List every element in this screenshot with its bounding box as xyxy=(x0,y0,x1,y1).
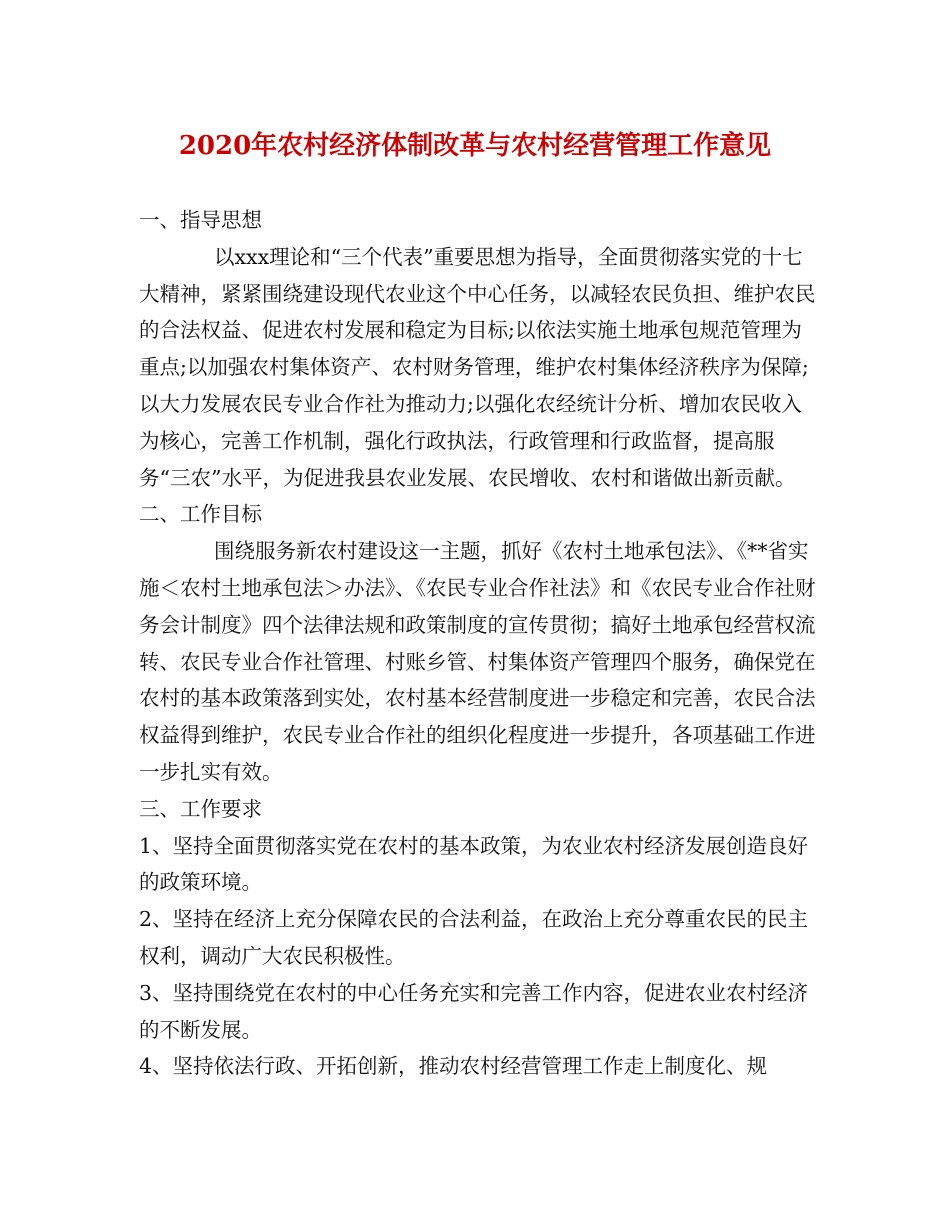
section-heading-guiding-ideology: 一、指导思想 xyxy=(139,208,262,232)
requirement-item-4: 4、坚持依法行政、开拓创新，推动农村经营管理工作走上制度化、规 xyxy=(139,1054,768,1079)
paragraph-guiding-ideology: 以xxx理论和“三个代表”重要思想为指导，全面贯彻落实党的十七大精神，紧紧围绕建设现代农业这个中心任务，以减轻农民负担、维护农民的合法权益、促进农村发展和稳定为目标;以依法实施土地承包规范管理为重点;以加强农村集体资产、农村财务管理，维护农村集体经济秩序为保障;以大力发展农民专业合作社为推动力;以强化农经统计分析、增加农民收入为核心，完善工作机制，强化行政执法，行政管理和行政监督，提高服务“三农”水平，为促进我县农业发展、农民增收、农村和谐做出新贡献。 xyxy=(139,244,816,490)
requirement-item-2: 2、坚持在经济上充分保障农民的合法利益，在政治上充分尊重农民的民主权利，调动广大农民积极性。 xyxy=(139,907,809,968)
document-title: 2020年农村经济体制改革与农村经营管理工作意见 xyxy=(178,131,772,161)
document-body xyxy=(139,202,819,1085)
section-heading-work-requirements: 三、工作要求 xyxy=(139,796,262,821)
requirement-item-1: 1、坚持全面贯彻落实党在农村的基本政策，为农业农村经济发展创造良好的政策环境。 xyxy=(139,833,809,895)
requirement-item-3: 3、坚持围绕党在农村的中心任务充实和完善工作内容，促进农业农村经济的不断发展。 xyxy=(139,980,809,1042)
section-heading-work-goals: 二、工作目标 xyxy=(139,502,262,527)
paragraph-work-goals: 围绕服务新农村建设这一主题，抓好《农村土地承包法》、《**省实施＜农村土地承包法＞办法》、《农民专业合作社法》和《农民专业合作社财务会计制度》四个法律法规和政策制度的宣传贯彻；搞好土地承包经营权流转、农民专业合作社管理、村账乡管、村集体资产管理四个服务，确保党在农村的基本政策落到实处，农村基本经营制度进一步稳定和完善，农民合法权益得到维护，农民专业合作社的组织化程度进一步提升，各项基础工作进一步扎实有效。 xyxy=(139,539,816,784)
